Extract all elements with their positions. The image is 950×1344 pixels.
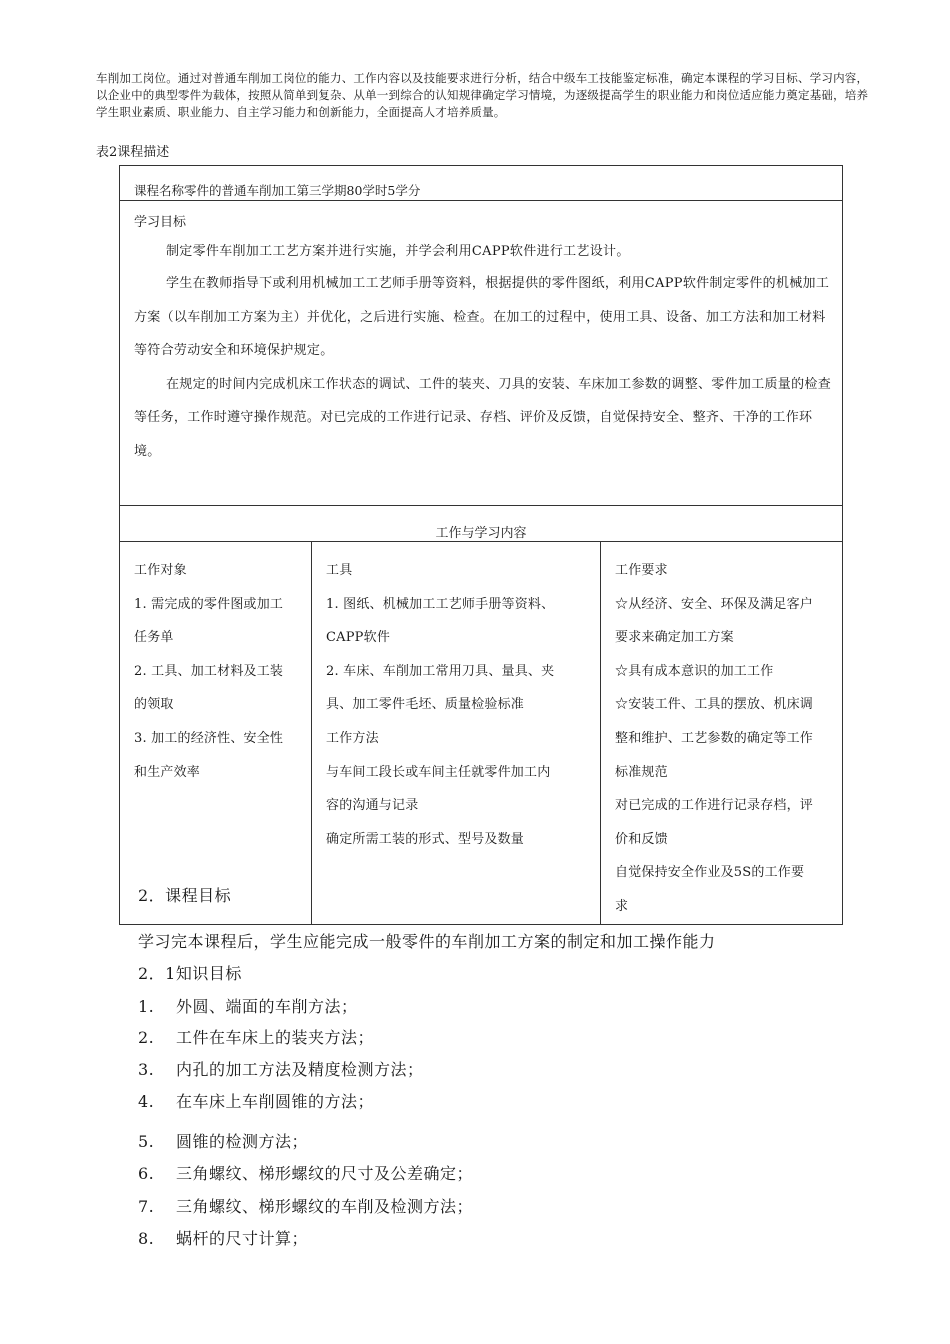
list-item-text: 三角螺纹、梯形螺纹的车削及检测方法；: [176, 1197, 474, 1216]
column-line: ☆安装工件、工具的摆放、机床调: [615, 697, 814, 713]
column-line: 任务单: [134, 630, 174, 646]
column-line: 的领取: [134, 697, 174, 713]
column-line: 要求来确定加工方案: [615, 630, 734, 646]
column-line: 自觉保持安全作业及5S的工作要: [615, 865, 805, 881]
list-item: [138, 1025, 374, 1048]
section-subheading: 2．1知识目标: [138, 964, 242, 983]
work-object-column: [120, 542, 312, 925]
list-item-number: 5.: [138, 1132, 155, 1151]
tools-column: [312, 542, 601, 925]
learning-goal-paragraph: 在规定的时间内完成机床工作状态的调试、工件的装夹、刀具的安装、车床加工参数的调整、零件加工质量的检查等任务，工作时遵守操作规范。对已完成的工作进行记录、存档、评价及反馈，自觉保持安全、整齐、干净的工作环境。: [134, 376, 832, 459]
course-name-cell: [120, 166, 843, 201]
column-line: 2. 工具、加工材料及工装: [134, 663, 284, 679]
list-item: [138, 1161, 473, 1184]
learning-goal-paragraph: 制定零件车削加工工艺方案并进行实施，并学会利用CAPP软件进行工艺设计。: [166, 244, 630, 259]
list-item-number: 4.: [138, 1092, 155, 1111]
list-item-text: 内孔的加工方法及精度检测方法；: [176, 1060, 424, 1079]
course-name-text: 课程名称零件的普通车削加工第三学期80学时5学分: [134, 183, 421, 198]
column-line: 工作方法: [326, 730, 379, 746]
list-item: [138, 1226, 308, 1249]
learning-goals-cell: [120, 201, 843, 506]
list-item-text: 圆锥的检测方法；: [176, 1132, 309, 1151]
column-line: CAPP软件: [326, 630, 391, 646]
list-item-number: 7.: [138, 1197, 155, 1216]
list-item: [138, 1194, 473, 1217]
list-item-number: 3.: [138, 1060, 155, 1079]
course-description-table: [119, 165, 843, 925]
column-line: 价和反馈: [615, 831, 668, 847]
work-requirements-column: [601, 542, 843, 925]
work-learning-title: 工作与学习内容: [435, 526, 527, 541]
list-item-text: 三角螺纹、梯形螺纹的尺寸及公差确定；: [176, 1164, 474, 1183]
list-item-text: 在车床上车削圆锥的方法；: [176, 1092, 375, 1111]
list-item-number: 2.: [138, 1028, 155, 1047]
column-header: 工作要求: [615, 563, 668, 578]
column-line: 整和维护、工艺参数的确定等工作: [615, 730, 814, 746]
column-line: 对已完成的工作进行记录存档，评: [615, 798, 814, 814]
section-intro: 学习完本课程后，学生应能完成一般零件的车削加工方案的制定和加工操作能力: [138, 932, 716, 951]
list-item: [138, 1089, 374, 1112]
column-line: 具、加工零件毛坯、质量检验标准: [326, 697, 525, 713]
list-item-number: 8.: [138, 1229, 155, 1248]
column-header: 工具: [326, 563, 353, 578]
work-learning-header-cell: [120, 506, 843, 542]
list-item: [138, 1129, 308, 1152]
list-item: [138, 994, 358, 1017]
list-item-number: 6.: [138, 1164, 155, 1183]
intro-paragraph: 车削加工岗位。通过对普通车削加工岗位的能力、工作内容以及技能要求进行分析，结合中级车工技能鉴定标准，确定本课程的学习目标、学习内容，以企业中的典型零件为载体，按照从简单到复杂、从单一到综合的认知规律确定学习情境，为逐级提高学生的职业能力和岗位适应能力奠定基础，培养学生职业素质、职业能力、自主学习能力和创新能力，全面提高人才培养质量。: [96, 71, 869, 119]
column-line: 求: [615, 898, 629, 914]
column-line: 标准规范: [615, 764, 668, 780]
column-line: 2. 车床、车削加工常用刀具、量具、夹: [326, 663, 555, 679]
learning-goals-title: 学习目标: [134, 215, 187, 230]
column-line: 1. 图纸、机械加工工艺师手册等资料、: [326, 596, 555, 612]
column-line: 3. 加工的经济性、安全性: [134, 730, 284, 746]
section-heading: 2．课程目标: [138, 886, 232, 905]
column-line: 确定所需工装的形式、型号及数量: [326, 831, 525, 847]
column-line: 与车间工段长或车间主任就零件加工内: [326, 764, 551, 780]
list-item: [138, 1057, 424, 1080]
learning-goal-paragraph: 学生在教师指导下或利用机械加工工艺师手册等资料，根据提供的零件图纸，利用CAPP软件制定零件的机械加工方案（以车削加工方案为主）并优化，之后进行实施、检查。在加工的过程中，使用工具、设备、加工方法和加工材料等符合劳动安全和环境保护规定。: [134, 276, 830, 358]
column-header: 工作对象: [134, 563, 187, 578]
list-item-text: 蜗杆的尺寸计算；: [176, 1229, 309, 1248]
table-caption: 表2课程描述: [96, 145, 170, 160]
column-line: 和生产效率: [134, 764, 201, 780]
list-item-text: 工件在车床上的装夹方法；: [176, 1028, 375, 1047]
column-line: ☆具有成本意识的加工工作: [615, 663, 774, 679]
column-line: 容的沟通与记录: [326, 798, 419, 814]
column-line: 1. 需完成的零件图或加工: [134, 596, 284, 612]
list-item-number: 1.: [138, 997, 155, 1016]
list-item-text: 外圆、端面的车削方法；: [176, 997, 358, 1016]
column-line: ☆从经济、安全、环保及满足客户: [615, 596, 814, 612]
